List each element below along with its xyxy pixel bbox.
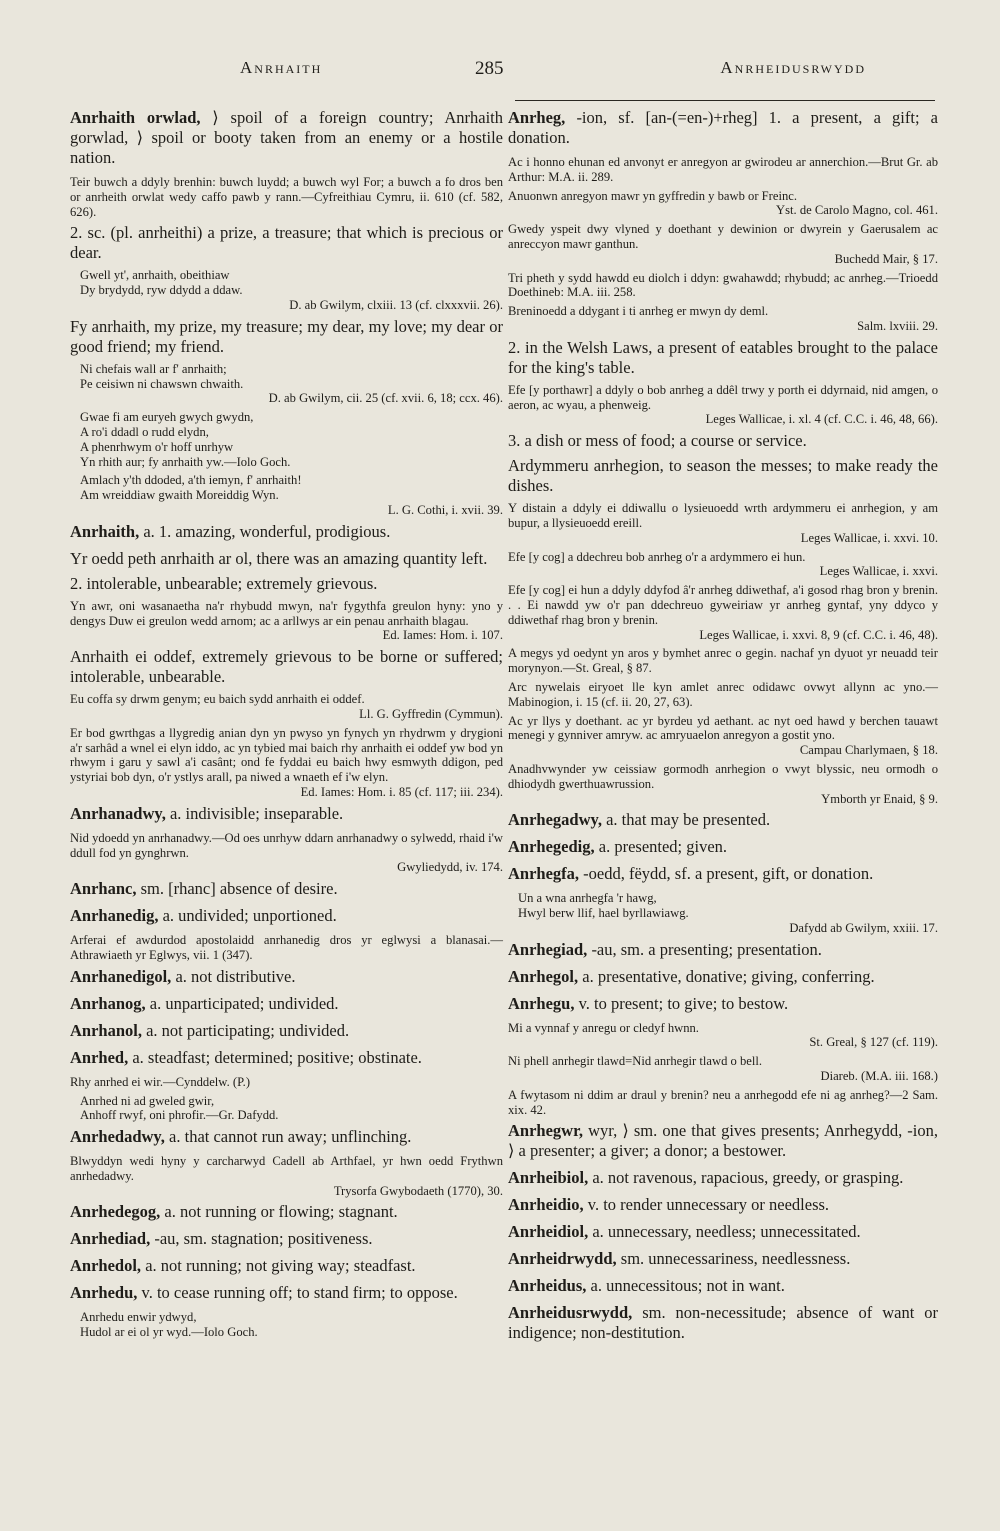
header-rule — [515, 100, 935, 101]
citation — [70, 933, 503, 963]
entry-text: a. undivided; unportioned. — [158, 906, 337, 926]
dictionary-entry — [70, 967, 503, 987]
entry-text: a. presentative, donative; giving, conferring. — [578, 966, 875, 986]
entry-sense — [70, 549, 503, 569]
entry-text: 2. sc. (pl. anrheithi) a prize, a treasure; that which is precious or dear. — [70, 223, 503, 263]
entry-text: sm. unnecessariness, needlessness. — [616, 1249, 851, 1269]
citation-source: Salm. lxviii. 29. — [857, 318, 938, 333]
dictionary-entry — [508, 1195, 938, 1215]
entry-text: Ardymmeru anrhegion, to season the messes; to make ready the dishes. — [508, 456, 938, 496]
citation-text: Ac yr llys y doethant. ac yr byrdeu yd aethant. ac nyt oed hawd y berchen tauawt menegi y gynniver amryw. ac amryuaelon anregyon a gostit yno. — [508, 713, 938, 743]
dictionary-entry — [70, 994, 503, 1014]
right-column — [508, 108, 938, 1350]
entry-text: 3. a dish or mess of food; a course or service. — [508, 431, 807, 451]
citation-text: Er bod gwrthgas a llygredig anian dyn yn pwyso yn fynych yn rhydrwm y drygioni a'r sarhâd a wnel ei elyn iddo, ac yn tybied mai baich rhy anrhaith ei oddef yw bod yn rhwym i garu y sawl a'i casânt; ond fe fyddai eu baich hwy esmwyth ddigon, ped ystyriai bob dyn, o'r ystlys arall, pa niwed a wnaeth ef i'w elyn. — [70, 725, 503, 785]
citation — [70, 1154, 503, 1198]
citation — [508, 383, 938, 427]
citation-source: Ed. Iames: Hom. i. 107. — [382, 628, 503, 643]
headword: Anrhedol, — [70, 1256, 142, 1276]
headword: Anrhanedigol, — [70, 966, 172, 986]
dictionary-entry — [70, 1229, 503, 1249]
citation — [508, 189, 938, 219]
entry-text: a. unnecessary, needless; unnecessitated. — [588, 1222, 861, 1242]
citation-text: Anuonwn anregyon mawr yn gyffredin y bawb or Freinc. — [508, 188, 798, 203]
citation — [508, 222, 938, 266]
citation-text: Yn awr, oni wasanaetha na'r rhybudd mwyn, na'r fygythfa greulon hyny: yno y dengys Duw ei greulon wedd arnom; ac a arllwys ar ein penau anrhaith blagau. — [70, 598, 503, 628]
verse-line: Hwyl berw llif, hael byrllawiawg. — [518, 906, 689, 921]
citation — [508, 583, 938, 642]
dictionary-entry — [70, 906, 503, 926]
citation-source: Leges Wallicae, i. xl. 4 (cf. C.C. i. 46, 48, 66). — [705, 412, 938, 427]
entry-text: Yr oedd peth anrhaith ar ol, there was an amazing quantity left. — [70, 548, 488, 568]
entry-text: v. to cease running off; to stand firm; to oppose. — [137, 1283, 458, 1303]
headword: Anrhegedig, — [508, 837, 595, 857]
verse-citation — [70, 473, 503, 517]
verse-line: Anrhedu enwir ydwyd, — [80, 1310, 197, 1325]
headword: Anrhanog, — [70, 993, 146, 1013]
entry-text: a. not distributive. — [171, 966, 296, 986]
citation-source: Leges Wallicae, i. xxvi. 10. — [800, 530, 938, 545]
headword: Anrheg, — [508, 108, 566, 127]
headword: Anrhedegog, — [70, 1202, 161, 1222]
citation — [70, 692, 503, 722]
entry-sense — [70, 317, 503, 357]
entry-text: a. 1. amazing, wonderful, prodigious. — [139, 521, 391, 541]
verse-citation — [70, 1094, 503, 1124]
verse-citation — [70, 410, 503, 469]
headword: Anrheidrwydd, — [508, 1249, 617, 1269]
entry-text: a. not participating; undivided. — [141, 1020, 350, 1040]
dictionary-entry — [508, 1121, 938, 1161]
entry-sense — [508, 456, 938, 496]
entry-text: a. presented; given. — [594, 837, 728, 857]
citation-text: Arc nywelais eiryoet lle kyn amlet anrec odidawc ovwyt allynn ac yno.—Mabinogion, i. 15 (cf. ii. 20, 27, 63). — [508, 679, 938, 709]
headword: Anrhaith, — [70, 521, 140, 541]
page-number: 285 — [475, 58, 504, 79]
entry-text: a. not running; not giving way; steadfast. — [141, 1256, 416, 1276]
entry-text: Fy anrhaith, my prize, my treasure; my dear, my love; my dear or good friend; my friend. — [70, 316, 503, 356]
citation-source: Ll. G. Gyffredin (Cymmun). — [359, 706, 503, 721]
citation-text: Mi a vynnaf y anregu or cledyf hwnn. — [508, 1020, 699, 1035]
dictionary-entry — [508, 1168, 938, 1188]
citation-source: St. Greal, § 127 (cf. 119). — [809, 1035, 938, 1050]
citation — [508, 714, 938, 758]
verse-line: Am wreiddiaw gwaith Moreiddig Wyn. — [80, 488, 279, 503]
headword: Anrhaith orwlad, — [70, 108, 201, 127]
dictionary-entry — [508, 810, 938, 830]
entry-text: a. unparticipated; undivided. — [145, 993, 339, 1013]
citation-text: Arferai ef awdurdod apostolaidd anrhanedig dros yr eglwysi a blanasai.—Athrawiaeth yr Eglwys, vii. 1 (347). — [70, 933, 503, 962]
headword: Anrhegadwy, — [508, 810, 602, 830]
citation — [508, 501, 938, 545]
citation-text: Ni phell anrhegir tlawd=Nid anrhegir tlawd o bell. — [508, 1054, 763, 1069]
dictionary-entry — [508, 1303, 938, 1343]
headword: Anrhanadwy, — [70, 803, 166, 823]
headword: Anrheibiol, — [508, 1168, 589, 1188]
entry-sense — [70, 647, 503, 687]
verse-citation — [508, 891, 938, 935]
citation-text: Rhy anrhed ei wir.—Cynddelw. (P.) — [70, 1074, 251, 1089]
entry-text: a. indivisible; inseparable. — [165, 803, 344, 823]
citation — [508, 155, 938, 185]
citation — [508, 646, 938, 676]
verse-line: Amlach y'th ddoded, a'th iemyn, f' anrhaith! — [80, 473, 302, 488]
dictionary-entry — [70, 1256, 503, 1276]
headword: Anrhegfa, — [508, 864, 580, 884]
dictionary-entry — [70, 1127, 503, 1147]
citation — [70, 599, 503, 643]
headword: Anrhanol, — [70, 1020, 142, 1040]
headword: Anrhegu, — [508, 993, 575, 1013]
dictionary-entry — [508, 967, 938, 987]
headword: Anrheidio, — [508, 1195, 584, 1215]
running-head-left: Anrhaith — [240, 58, 323, 77]
headword: Anrhegwr, — [508, 1121, 584, 1141]
headword: Anrhediad, — [70, 1229, 151, 1249]
citation — [508, 550, 938, 580]
verse-line: A ro'i ddadl o rudd elydn, — [80, 424, 209, 439]
entry-sense — [70, 223, 503, 263]
verse-citation — [70, 268, 503, 312]
verse-line: Gwell yt', anrhaith, obeithiaw — [80, 268, 230, 283]
entry-text: 2. intolerable, unbearable; extremely grievous. — [70, 573, 378, 593]
dictionary-entry — [70, 1283, 503, 1303]
citation-source: Diareb. (M.A. iii. 168.) — [820, 1069, 938, 1084]
verse-line: Anhoff rwyf, oni phrofir.—Gr. Dafydd. — [80, 1108, 279, 1123]
verse-citation — [70, 1310, 503, 1340]
left-column — [70, 108, 503, 1344]
dictionary-entry — [508, 1249, 938, 1269]
dictionary-entry — [508, 940, 938, 960]
citation-text: Tri pheth y sydd hawdd eu diolch i ddyn: gwahawdd; rhybudd; ac anrheg.—Trioedd Doethineb: M.A. iii. 258. — [508, 270, 938, 300]
entry-text: sm. non-necessitude; absence of want or indigence; non-destitution. — [508, 1303, 938, 1343]
dictionary-entry — [70, 1202, 503, 1222]
entry-text: wyr, ⟩ sm. one that gives presents; Anrhegydd, -ion, ⟩ a presenter; a giver; a donor; a bestower. — [508, 1121, 938, 1161]
verse-line: Anrhed ni ad gweled gwir, — [80, 1093, 215, 1108]
citation-text: Efe [y porthawr] a ddyly o bob anrheg a ddêl trwy y porth ei ddyrnaid, nid amgen, o aeron, ac wyau, a phenweig. — [508, 382, 938, 412]
entry-text: -oedd, fëydd, sf. a present, gift, or donation. — [579, 864, 874, 884]
headword: Anrheidusrwydd, — [508, 1303, 633, 1323]
verse-line: Un a wna anrhegfa 'r hawg, — [518, 891, 657, 906]
verse-line: Ni chefais wall ar f' anrhaith; — [80, 361, 227, 376]
citation — [70, 726, 503, 800]
dictionary-entry — [508, 1222, 938, 1242]
entry-sense — [508, 338, 938, 378]
verse-line: Hudol ar ei ol yr wyd.—Iolo Goch. — [80, 1325, 258, 1340]
entry-text: v. to present; to give; to bestow. — [574, 993, 789, 1013]
citation-source: Leges Wallicae, i. xxvi. 8, 9 (cf. C.C. i. 46, 48). — [699, 627, 938, 642]
citation — [508, 304, 938, 334]
dictionary-entry — [508, 1276, 938, 1296]
citation-source: Yst. de Carolo Magno, col. 461. — [776, 203, 938, 218]
verse-line: Yn rhith aur; fy anrhaith yw.—Iolo Goch. — [80, 454, 291, 469]
citation-text: Teir buwch a ddyly brenhin: buwch luydd; a buwch wyl For; a buwch a fo dros ben or anrheith orwlat wedy caffo pawb y rann.—Cyfreithiau Cymru, ii. 610 (cf. 582, 626). — [70, 175, 503, 219]
verse-line: A phenrhwym o'r hoff unrhyw — [80, 439, 234, 454]
headword: Anrhedadwy, — [70, 1127, 165, 1147]
citation-source: L. G. Cothi, i. xvii. 39. — [387, 502, 503, 517]
headword: Anrheidiol, — [508, 1222, 589, 1242]
entry-text: a. not running or flowing; stagnant. — [160, 1202, 398, 1222]
citation-source: Buchedd Mair, § 17. — [834, 251, 938, 266]
citation-source: Ymborth yr Enaid, § 9. — [821, 791, 938, 806]
entry-sense — [70, 574, 503, 594]
dictionary-entry — [508, 108, 938, 148]
citation — [508, 271, 938, 301]
entry-text: sm. [rhanc] absence of desire. — [136, 879, 338, 899]
citation-text: A megys yd oedynt yn aros y bymhet anrec o gegin. nachaf yn dyuot yr neuadd teir morynyon.—St. Greal, § 87. — [508, 646, 938, 676]
citation-text: Anadhvwynder yw ceissiaw gormodh anrhegion o vwyt blyssic, neu ormodh o dhiodydh gwerthuawrussion. — [508, 761, 938, 791]
verse-line: Gwae fi am euryeh gwych gwydn, — [80, 410, 254, 425]
entry-sense — [508, 431, 938, 451]
citation-text: Eu coffa sy drwm genym; eu baich sydd anrhaith ei oddef. — [70, 692, 365, 707]
entry-text: -ion, sf. [an-(=en-)+rheg] 1. a present, a gift; a donation. — [508, 108, 938, 147]
headword: Anrhanedig, — [70, 906, 159, 926]
entry-text: v. to render unnecessary or needless. — [583, 1195, 830, 1215]
citation-text: Efe [y cog] a ddechreu bob anrheg o'r a ardymmero ei hun. — [508, 549, 806, 564]
headword: Anrhegol, — [508, 966, 579, 986]
dictionary-entry — [508, 864, 938, 884]
citation — [508, 680, 938, 710]
dictionary-entry — [508, 994, 938, 1014]
citation-source: Gwyliedydd, iv. 174. — [397, 860, 503, 875]
citation-source: Campau Charlymaen, § 18. — [799, 743, 938, 758]
entry-text: ⟩ spoil of a foreign country; Anrhaith gorwlad, ⟩ spoil or booty taken from an enemy or a hostile nation. — [70, 108, 503, 167]
headword: Anrhed, — [70, 1047, 129, 1067]
entry-text: Anrhaith ei oddef, extremely grievous to be borne or suffered; intolerable, unbearable. — [70, 647, 503, 687]
entry-text: 2. in the Welsh Laws, a present of eatables brought to the palace for the king's table. — [508, 337, 938, 377]
citation — [508, 762, 938, 806]
verse-line: Pe ceisiwn ni chawswn chwaith. — [80, 376, 244, 391]
citation-source: Ed. Iames: Hom. i. 85 (cf. 117; iii. 234). — [300, 784, 503, 799]
citation-source: Trysorfa Gwybodaeth (1770), 30. — [333, 1183, 503, 1198]
entry-text: a. not ravenous, rapacious, greedy, or grasping. — [588, 1168, 904, 1188]
citation — [508, 1088, 938, 1118]
running-head-right: Anrheidusrwydd — [720, 58, 866, 77]
citation — [70, 831, 503, 875]
dictionary-entry — [70, 522, 503, 542]
verse-citation — [70, 362, 503, 406]
citation — [70, 175, 503, 219]
dictionary-entry — [70, 1021, 503, 1041]
dictionary-entry — [70, 108, 503, 168]
entry-text: a. unnecessitous; not in want. — [586, 1276, 785, 1296]
citation-source: Leges Wallicae, i. xxvi. — [819, 564, 938, 579]
citation-text: Blwyddyn wedi hyny y carcharwyd Cadell ab Arthfael, yr hwn oedd Frythwn anrhedadwy. — [70, 1154, 503, 1183]
citation-source: D. ab Gwilym, cii. 25 (cf. xvii. 6, 18; ccx. 46). — [268, 391, 503, 406]
citation-text: Nid ydoedd yn anrhanadwy.—Od oes unrhyw ddarn anrhanadwy o sylwedd, rhaid i'w ddull fod yn gynghrwn. — [70, 830, 503, 860]
page-header — [70, 58, 938, 88]
dictionary-entry — [70, 879, 503, 899]
citation-text: Gwedy yspeit dwy vlyned y doethant y dewinion or dwyrein y Gaerusalem ac anreccyon mawr ganthun. — [508, 222, 938, 251]
citation-text: A fwytasom ni ddim ar draul y brenin? neu a anrhegodd efe ni ag anrheg?—2 Sam. xix. 42. — [508, 1087, 938, 1117]
citation-text: Ac i honno ehunan ed anvonyt er anregyon ar gwirodeu ar annerchion.—Brut Gr. ab Arthur: M.A. ii. 289. — [508, 155, 938, 184]
entry-text: a. steadfast; determined; positive; obstinate. — [128, 1047, 422, 1067]
citation-source: D. ab Gwilym, clxiii. 13 (cf. clxxxvii. 26). — [289, 297, 503, 312]
headword: Anrhedu, — [70, 1283, 138, 1303]
citation — [70, 1075, 503, 1090]
citation-text: Efe [y cog] ei hun a ddyly ddyfod â'r anrheg ddiwethaf, a'i gosod rhag bron y brenin. . . Ei nawdd yw o'r pan ddechreuo gyweiriaw yr anrheg gyntaf, yny ddyco y ddiwethaf rhag bron y brenin. — [508, 583, 938, 627]
headword: Anrhanc, — [70, 879, 137, 899]
headword: Anrhegiad, — [508, 939, 588, 959]
citation-source: Dafydd ab Gwilym, xxiii. 17. — [789, 920, 938, 935]
headword: Anrheidus, — [508, 1276, 587, 1296]
citation — [508, 1054, 938, 1084]
dictionary-entry — [70, 1048, 503, 1068]
verse-line: Dy brydydd, ryw ddydd a ddaw. — [80, 283, 243, 298]
entry-text: a. that may be presented. — [601, 810, 771, 830]
dictionary-entry — [508, 837, 938, 857]
citation-text: Y distain a ddyly ei ddiwallu o lysieuoedd wrth ardymmeru ei anrhegion, y am bupur, a llysieuoedd ereill. — [508, 501, 938, 530]
entry-text: -au, sm. a presenting; presentation. — [587, 939, 822, 959]
dictionary-entry — [70, 804, 503, 824]
entry-text: -au, sm. stagnation; positiveness. — [150, 1229, 373, 1249]
entry-text: a. that cannot run away; unflinching. — [164, 1127, 412, 1147]
citation-text: Breninoedd a ddygant i ti anrheg er mwyn dy deml. — [508, 304, 769, 319]
citation — [508, 1021, 938, 1051]
